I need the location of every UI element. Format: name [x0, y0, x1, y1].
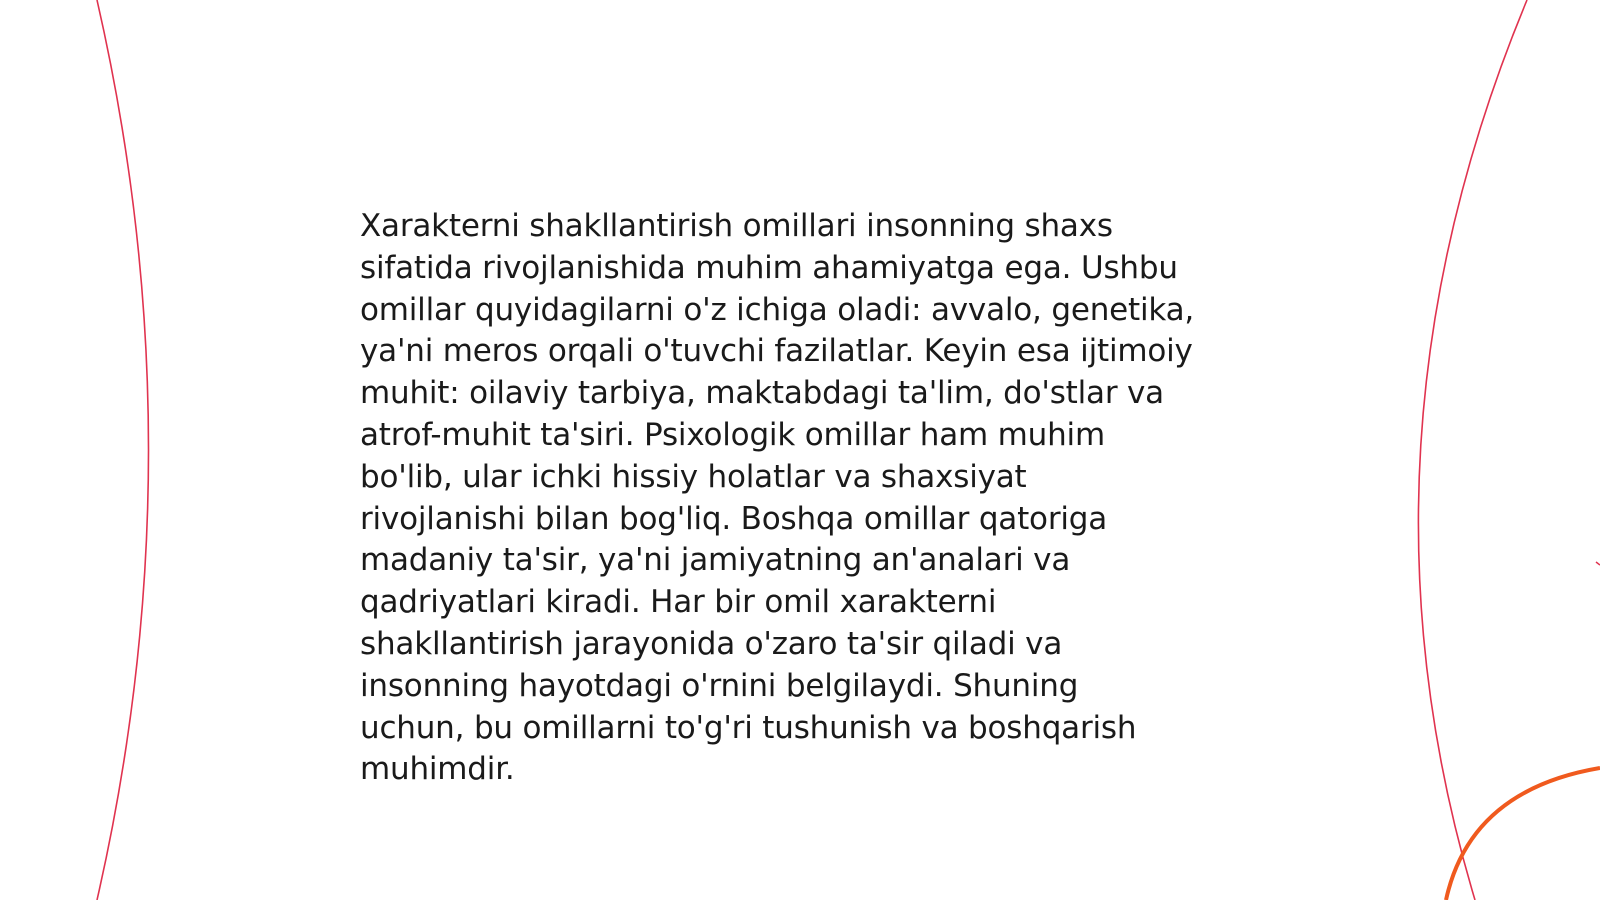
paragraph-line: muhit: oilaviy tarbiya, maktabdagi ta'lim, do'stlar va [360, 375, 1164, 412]
paragraph-line: rivojlanishi bilan bog'liq. Boshqa omillar qatoriga [360, 500, 1108, 537]
edge-tick [1596, 562, 1600, 565]
paragraph-line: muhimdir. [360, 751, 515, 788]
right-curve [1418, 0, 1527, 900]
paragraph-line: insonning hayotdagi o'rnini belgilaydi. Shuning [360, 667, 1079, 704]
paragraph-line: ya'ni meros orqali o'tuvchi fazilatlar. Keyin esa ijtimoiy [360, 333, 1193, 370]
paragraph-line: sifatida rivojlanishida muhim ahamiyatga ega. Ushbu [360, 249, 1178, 286]
paragraph-line: atrof-muhit ta'siri. Psixologik omillar ham muhim [360, 416, 1105, 453]
paragraph-line: bo'lib, ular ichki hissiy holatlar va shaxsiyat [360, 458, 1027, 495]
paragraph-line: qadriyatlari kiradi. Har bir omil xarakterni [360, 584, 997, 621]
paragraph-line: madaniy ta'sir, ya'ni jamiyatning an'analari va [360, 542, 1071, 579]
body-paragraph [360, 206, 1260, 791]
paragraph-line: uchun, bu omillarni to'g'ri tushunish va boshqarish [360, 709, 1137, 746]
left-curve [97, 0, 149, 900]
paragraph-line: omillar quyidagilarni o'z ichiga oladi: avvalo, genetika, [360, 291, 1195, 328]
paragraph-line: Xarakterni shakllantirish omillari insonning shaxs [360, 208, 1113, 244]
paragraph-line: shakllantirish jarayonida o'zaro ta'sir qiladi va [360, 625, 1063, 662]
